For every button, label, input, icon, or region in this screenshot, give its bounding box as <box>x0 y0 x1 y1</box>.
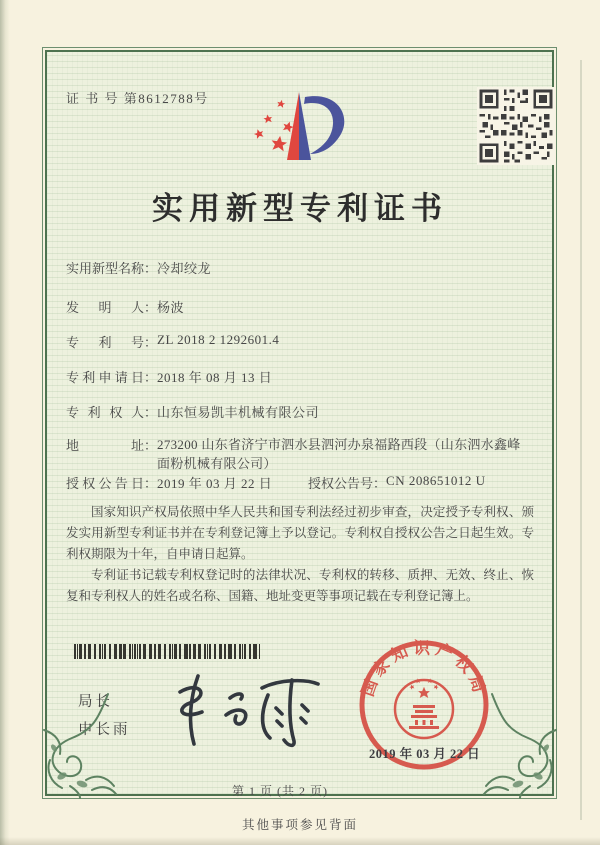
page-spine-shadow <box>0 0 10 845</box>
field-value: 冷却绞龙 <box>157 261 212 276</box>
field-value: CN 208651012 U <box>386 473 486 488</box>
qr-code <box>477 87 555 165</box>
seal-org-text: 国家知识产权局 <box>357 638 491 699</box>
field-grant-date <box>66 473 273 491</box>
corner-ornament-right <box>482 690 564 800</box>
field-value: 2018 年 08 月 13 日 <box>157 370 273 385</box>
director-name: 申长雨 <box>78 722 131 738</box>
field-label: 专利号 <box>66 335 144 350</box>
corner-ornament-left <box>36 690 118 800</box>
field-label: 授权公告号 <box>308 476 374 491</box>
field-value: 山东恒易凯丰机械有限公司 <box>157 405 320 420</box>
certificate-title: 实用新型专利证书 <box>152 191 448 226</box>
field-colon: ： <box>373 476 387 491</box>
field-label: 专利权人 <box>66 405 144 420</box>
page-right-edge <box>580 60 582 820</box>
field-filing-date <box>66 367 272 386</box>
legal-text <box>66 502 534 607</box>
field-utility-model-name <box>66 258 211 277</box>
field-colon: ： <box>144 438 158 453</box>
field-colon: ： <box>144 370 158 385</box>
field-patent-number <box>66 332 279 351</box>
field-colon: ： <box>144 405 158 420</box>
field-colon: ： <box>144 300 158 315</box>
field-colon: ： <box>144 476 158 491</box>
field-label: 地址 <box>66 438 144 453</box>
logo-crescent <box>304 96 344 154</box>
certificate-number: 证 书 号 第8612788号 <box>66 91 209 106</box>
field-value: 杨波 <box>157 300 185 315</box>
page-bottom-edge <box>0 837 600 845</box>
director-title: 局长 <box>78 694 113 710</box>
field-grant-row <box>66 473 486 492</box>
director-signature <box>168 668 328 752</box>
field-colon: ： <box>144 335 158 350</box>
field-colon: ： <box>144 261 158 276</box>
barcode <box>74 644 260 659</box>
legal-paragraph-2: 专利证书记载专利权登记时的法律状况、专利权的转移、质押、无效、终止、恢复和专利权人的姓名或名称、国籍、地址变更等事项记载在专利登记簿上。 <box>66 568 534 603</box>
cnipa-logo <box>232 76 348 182</box>
field-address <box>66 435 521 473</box>
field-grant-number <box>308 473 485 492</box>
field-patentee <box>66 402 319 421</box>
field-inventor <box>66 297 184 316</box>
legal-paragraph-1: 国家知识产权局依照中华人民共和国专利法经过初步审查，决定授予专利权、颁发实用新型专利证书并在专利登记簿上予以登记。专利权自授权公告之日起生效。专利权期限为十年，自申请日起算。 <box>66 505 534 561</box>
back-side-note: 其他事项参见背面 <box>241 818 358 832</box>
field-value: 273200 山东省济宁市泗水县泗河办泉福路西段（山东泗水鑫峰面粉机械有限公司） <box>157 437 521 471</box>
logo-stars <box>253 99 295 152</box>
field-label: 专利申请日 <box>66 370 144 385</box>
field-label: 发明人 <box>66 300 144 315</box>
seal-emblem <box>395 678 453 738</box>
field-label: 授权公告日 <box>66 476 144 491</box>
field-label: 实用新型名称 <box>66 261 145 276</box>
seal-date: 2019 年 03 月 22 日 <box>369 747 481 761</box>
field-value: 2019 年 03 月 22 日 <box>157 476 273 491</box>
field-value: ZL 2018 2 1292601.4 <box>157 332 280 347</box>
page-number: 第 1 页 (共 2 页) <box>232 784 328 798</box>
